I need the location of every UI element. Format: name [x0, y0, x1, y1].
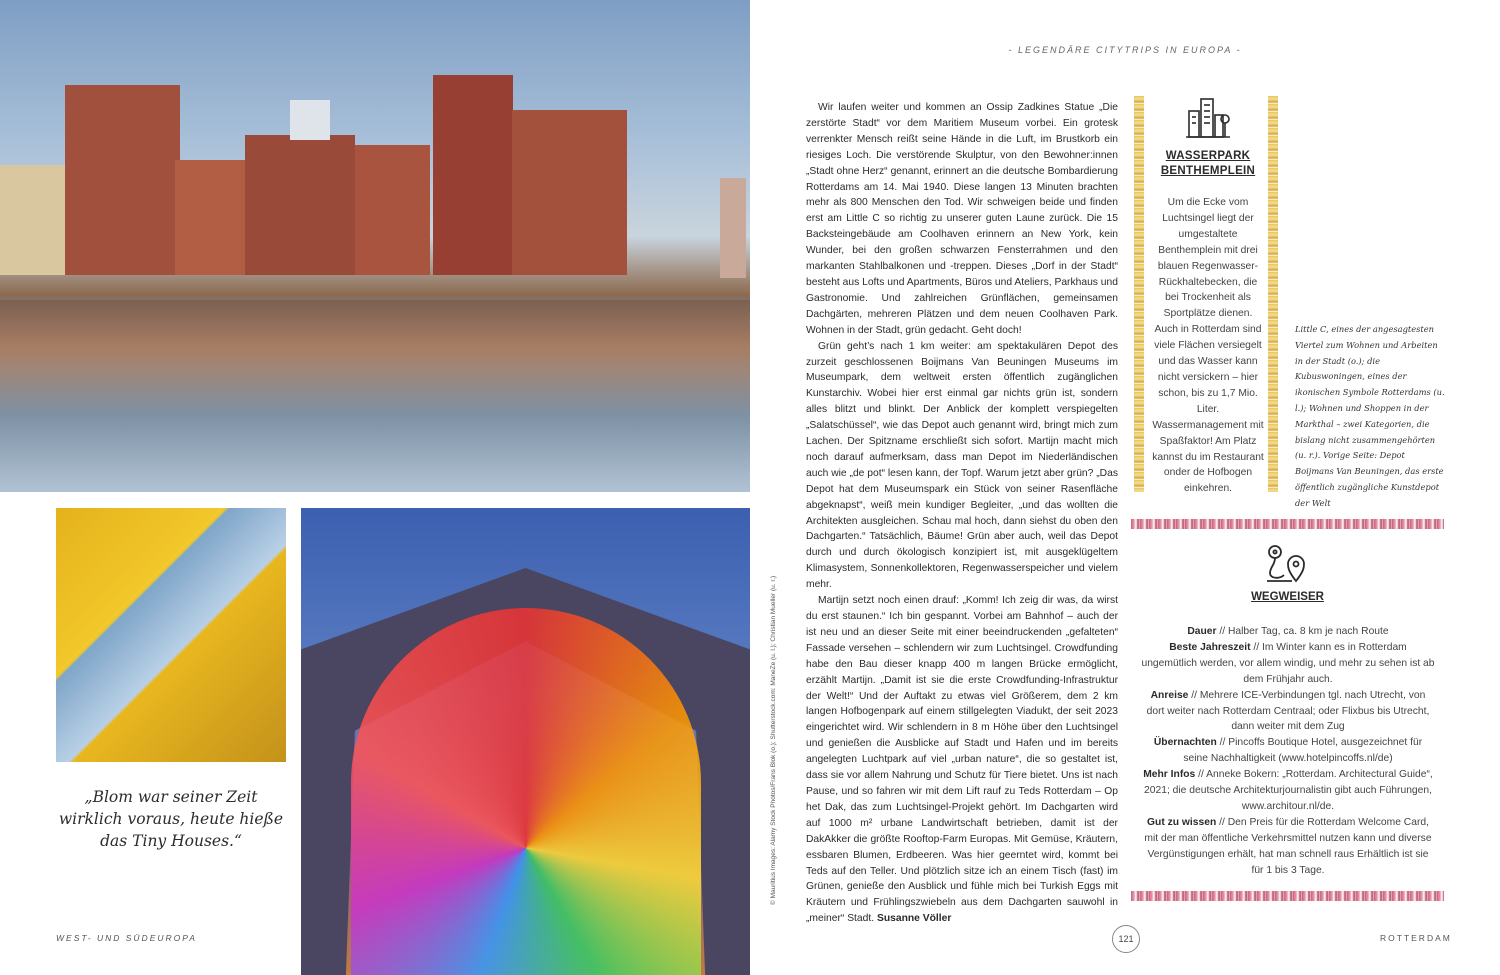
- wasserpark-title-line1: WASSERPARK: [1165, 150, 1251, 162]
- photo-credit: © Mauritius Images: Alamy Stock Photos/Frans Blok (o.); Shutterstock.com: ManeZe (u. l.); Christian Mueller (u. r.): [770, 575, 777, 905]
- wasserpark-title: [1150, 149, 1266, 179]
- wegweiser-key: Beste Jahreszeit: [1169, 641, 1251, 653]
- wegweiser-item: [1141, 767, 1435, 815]
- photo-caption: Little C, eines der angesagtesten Viertel zum Wohnen und Arbeiten in der Stadt (o.); die Kubuswoningen, eines der ikonischen Symbole Rotterdams (u. l.); Wohnen und Shoppen in der Markthal – zwei Kategorien, die bislang nicht zusammengehörten (u. r.). Vorige Seite: Depot Boijmans Van Beuningen, das erste öffentlich zugängliche Kunstdepot der Welt: [1295, 324, 1445, 508]
- little-c-photo: [0, 0, 750, 492]
- wegweiser-separator: //: [1195, 769, 1207, 781]
- footer-city: ROTTERDAM: [1380, 933, 1452, 943]
- city-buildings-icon: [1185, 97, 1231, 139]
- wegweiser-value: Anneke Bokern: „Rotterdam. Architectural Guide“, 2021; die deutsche Architekturjournalistin gibt auch Führungen, www.architour.nl/de.: [1144, 769, 1433, 812]
- wegweiser-separator: //: [1188, 689, 1200, 701]
- section-header: - LEGENDÄRE CITYTRIPS IN EUROPA -: [1008, 45, 1242, 55]
- wegweiser-value: Im Winter kann es in Rotterdam ungemütlich werden, vor allem windig, und mehr zu sehen ist ab dem Frühjahr auch.: [1141, 641, 1435, 685]
- pull-quote: „Blom war seiner Zeit wirklich voraus, heute hieße das Tiny Houses.“: [58, 788, 284, 850]
- footer-region: WEST- UND SÜDEUROPA: [56, 933, 197, 943]
- wegweiser-separator: //: [1216, 626, 1228, 637]
- wegweiser-key: Mehr Infos: [1143, 769, 1196, 781]
- article-paragraph: Grün geht’s nach 1 km weiter: am spektakulären Depot des zurzeit geschlossenen Boijmans Van Beuningen Museums im Museumpark, dem weltweit ersten öffentlich zugänglichen Kunstarchiv. Wobei hier erst einmal gar nichts grün ist, sondern alles blitzt und blinkt. Der Anblick der komplett verspiegelten „Salatschüssel“, wie das Depot auch genannt wird, bringt mich zum Lachen. Der Spitzname erschließt sich sofort. Martijn macht mich noch darauf aufmerksam, dass man Depot im Niederländischen auch wie „de pot“ lesen kann, der Topf. Warum jetzt aber grün? „Das Depot hat dem Museumspark ein Stück von seiner Rasenfläche abgeknapst“, weiß mein kundiger Begleiter, „und das wollten die Architekten ausgleichen. Schau mal hoch, dann siehst du oben den Dachgarten.“ Tatsächlich, Bäume! Grün aber auch, weil das Depot durch und durch ökologisch konzipiert ist, mit ausgeklügeltem Klimasystem, Sonnenkollektoren, Regenwasserspeicher und vielem mehr.: [806, 340, 1118, 591]
- wegweiser-item: [1141, 688, 1435, 736]
- wegweiser-item: [1141, 735, 1435, 767]
- rose-border-top: [1131, 519, 1444, 529]
- cube-houses-photo: [56, 508, 286, 762]
- floral-border-left: [1134, 96, 1144, 492]
- wegweiser-separator: //: [1250, 641, 1262, 653]
- wegweiser-value: Halber Tag, ca. 8 km je nach Route: [1227, 626, 1389, 637]
- wegweiser-key: Dauer: [1187, 626, 1217, 637]
- floral-border-right: [1268, 96, 1278, 492]
- wegweiser-separator: //: [1216, 816, 1228, 828]
- wegweiser-separator: //: [1216, 737, 1229, 749]
- wegweiser-body: [1141, 624, 1435, 879]
- wegweiser-key: Anreise: [1150, 689, 1189, 701]
- wegweiser-item: [1141, 624, 1435, 640]
- article-body: [806, 100, 1118, 927]
- article-author: Susanne Völler: [876, 913, 952, 925]
- wasserpark-text: Um die Ecke vom Luchtsingel liegt der umgestaltete Benthemplein mit drei blauen Regenwasser-Rückhaltebecken, die bei Trockenheit als Sportplätze dienen. Auch in Rotterdam sind viele Flächen versiegelt und das Wasser kann nicht versickern – hier schon, bis zu 1,7 Mio. Liter. Wassermanagement mit Spaßfaktor! Am Platz kannst du im Restaurant onder de Hofbogen einkehren.: [1152, 197, 1264, 495]
- wegweiser-key: Übernachten: [1153, 737, 1217, 749]
- rose-border-bottom: [1131, 891, 1444, 901]
- page-number: 121: [1112, 925, 1140, 953]
- wegweiser-value: Pincoffs Boutique Hotel, ausgezeichnet für seine Nachhaltigkeit (www.hotelpincoffs.nl/de): [1183, 737, 1423, 765]
- article-paragraph: [806, 593, 1118, 927]
- wasserpark-title-line2: BENTHEMPLEIN: [1160, 165, 1256, 177]
- wegweiser-value: Mehrere ICE-Verbindungen tgl. nach Utrecht, von dort weiter nach Rotterdam Centraal; oder Flixbus bis Utrecht, dann weiter mit dem Zug: [1146, 689, 1430, 733]
- article-paragraph-text: Martijn setzt noch einen drauf: „Komm! Ich zeig dir was, da wirst du erst staunen.“ Ich bin gespannt. Vorbei am Bahnhof – auch der ist neu und an dieser Seite mit einer beeindruckenden „gefalteten“ Fassade versehen – schlendern wir zum Luchtsingel. Crowdfunding habe den Bau dieser knapp 400 m langen Brücke ermöglicht, erzählt Martijn. „Damit ist sie die erste Crowdfunding-Infrastruktur der Welt!“ Und der Auftakt zu etwas viel Größerem, dem 2 km langen Hofbogenpark auf einem stillgelegten Viadukt, der seit 2023 eingerichtet wird. Wir schlendern in 8 m Höhe über den Luchtsingel und genießen die Ausblicke auf Stadt und Hafen und im bereits angelegten Luchtpark auf viel „urban nature“, die so gestaltet ist, dass sie vor allem Nahrung und Schutz für Tiere bietet. Uns ist nach Pause, und so fahren wir mit dem Lift rauf zu Teds Rotterdam – Op het Dak, das zum Luchtsingel-Projekt gehört. Im Dachgarten wird auf 1000 m² urbane Landwirtschaft betrieben, damit ist der DakAkker die größte Rooftop-Farm Europas. Mit Gemüse, Kräutern, essbaren Blumen, Erdbeeren. Was hier geerntet wird, kommt bei Teds auf den Teller. Und plötzlich sitze ich an einem Tisch (fast) im Grünen, genieße den Ausblick und fühle mich bei Turkish Eggs mit Kräutern und Frühlingszwiebeln aus dem Dachgarten sauwohl in „meiner“ Stadt.: [806, 595, 1118, 925]
- wegweiser-title: WEGWEISER: [1251, 591, 1324, 603]
- route-pin-icon: [1266, 543, 1308, 583]
- wegweiser-key: Gut zu wissen: [1147, 816, 1217, 828]
- wegweiser-value: Den Preis für die Rotterdam Welcome Card, mit der man öffentliche Verkehrsmittel nutzen kann und diverse Vergünstigungen erhält, hat man schnell raus Erhältlich ist sie für 1 bis 3 Tage.: [1144, 816, 1432, 876]
- wegweiser-item: [1141, 640, 1435, 688]
- article-paragraph: Wir laufen weiter und kommen an Ossip Zadkines Statue „Die zerstörte Stadt“ vor dem Maritiem Museum vorbei. Ein grotesk verrenkter Mensch reißt seine Hände in die Luft, im Brustkorb ein riesiges Loch. Die verstörende Skulptur, von den Bewohner:innen „Stadt ohne Herz“ genannt, erinnert an die deutsche Bombardierung Rotterdams am 14. Mai 1940. Diese langen 13 Minuten brachten mehr als 800 Menschen den Tod. Wir schweigen beide und finden erst am Little C so richtig zu unserer guten Laune zurück. Die 15 Backsteingebäude am Coolhaven erinnern an New York, kein Wunder, bei den großen schwarzen Fensterrahmen und den markanten Stahlbalkonen und -treppen. Dieses „Dorf in der Stadt“ besteht aus Lofts und Apartments, Büros und Ateliers, Parkhaus und Gastronomie. Und zahlreichen Grünflächen, gemeinsamen Dachgärten, mehreren Plätzen und dem neuen Coolhaven Park. Wohnen in der Stadt, grün gedacht. Geht doch!: [806, 102, 1118, 336]
- wegweiser-item: [1141, 815, 1435, 879]
- markthal-photo: [301, 508, 750, 975]
